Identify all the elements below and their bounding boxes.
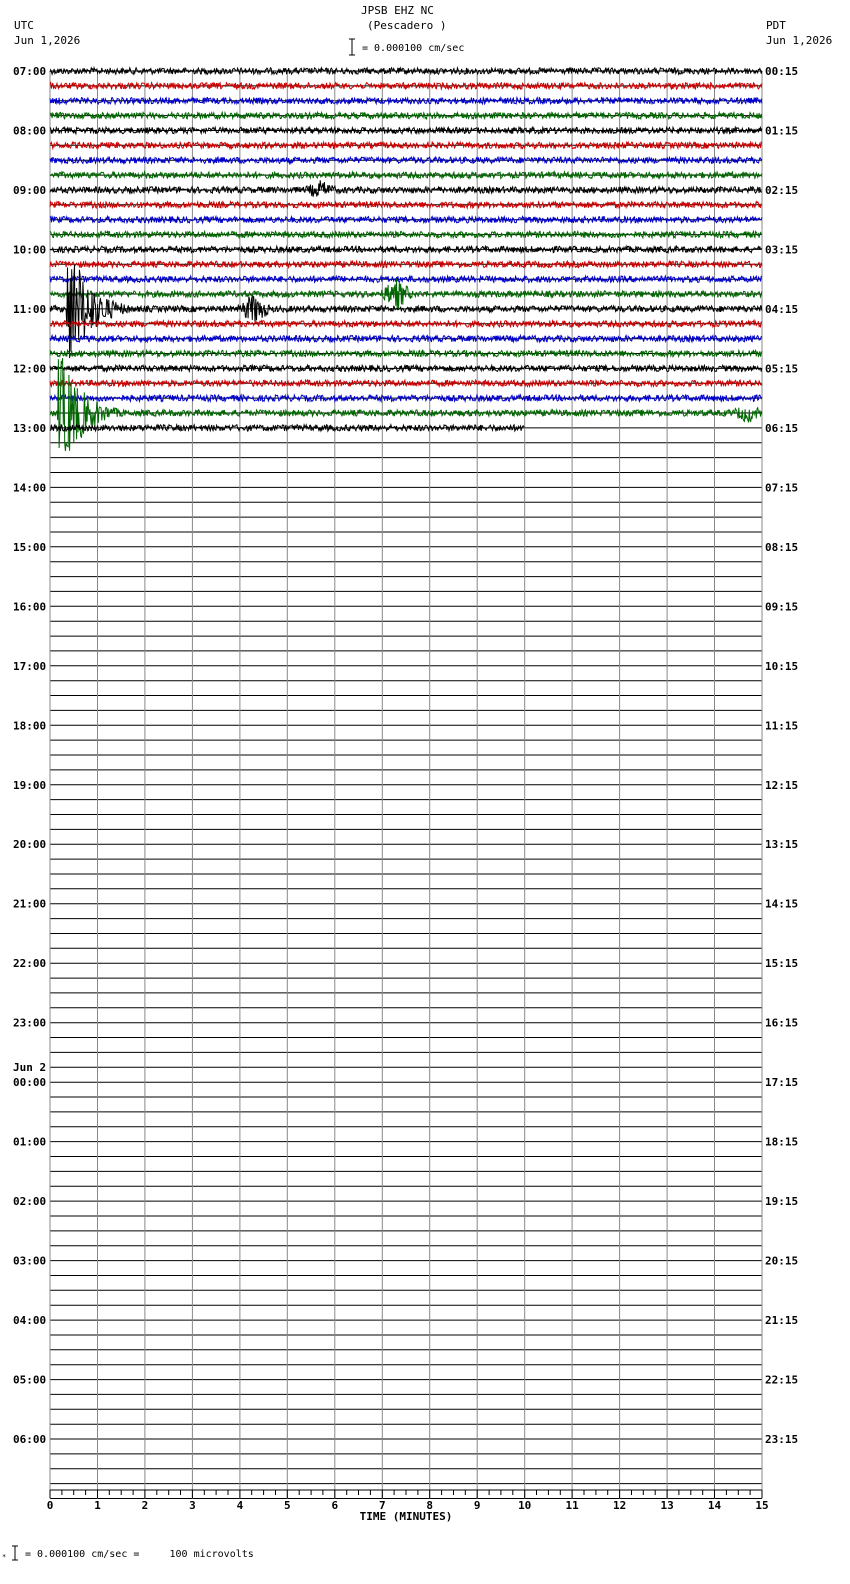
utc-hour-label: 21:00	[13, 897, 47, 911]
pdt-hour-label: 22:15	[765, 1373, 799, 1387]
utc-hour-label: 01:00	[13, 1135, 47, 1149]
station-title: JPSB EHZ NC	[361, 4, 434, 17]
utc-hour-label: 09:00	[13, 184, 47, 197]
right-timezone: PDT	[766, 19, 786, 32]
right-date: Jun 1,2026	[766, 34, 833, 47]
seismic-trace	[50, 261, 762, 267]
seismic-trace	[50, 127, 762, 133]
x-tick-label: 13	[660, 1499, 674, 1512]
x-tick-label: 1	[94, 1499, 101, 1512]
x-tick-label: 7	[378, 1499, 386, 1512]
utc-hour-label: 00:00	[13, 1076, 47, 1090]
utc-hour-label: 18:00	[13, 719, 47, 733]
utc-hour-label: 05:00	[13, 1373, 47, 1387]
seismic-traces	[50, 68, 762, 451]
footer-scale-note: = 0.000100 cm/sec = 100 microvolts	[25, 1549, 254, 1560]
utc-hour-label: 06:00	[13, 1433, 47, 1446]
scale-label: = 0.000100 cm/sec	[362, 43, 465, 54]
pdt-hour-label: 09:15	[765, 600, 799, 614]
x-tick-label: 8	[426, 1499, 434, 1512]
pdt-hour-label: 02:15	[765, 184, 799, 197]
svg-text:*: *	[2, 1553, 7, 1561]
x-tick-label: 6	[331, 1499, 339, 1512]
pdt-hour-label: 10:15	[765, 659, 799, 673]
x-axis	[47, 1490, 769, 1523]
utc-hour-label: 03:00	[13, 1254, 47, 1268]
pdt-hour-label: 00:15	[765, 65, 799, 78]
x-tick-label: 14	[707, 1499, 722, 1512]
seismic-trace	[50, 157, 762, 163]
left-timezone: UTC	[14, 19, 34, 32]
pdt-hour-label: 05:15	[765, 362, 799, 376]
utc-hour-label: 07:00	[13, 65, 47, 78]
x-axis-title: TIME (MINUTES)	[359, 1510, 453, 1523]
plot-grid	[50, 71, 762, 1499]
x-tick-label: 12	[612, 1499, 627, 1512]
utc-hour-label: 17:00	[13, 659, 47, 673]
utc-hour-label: 04:00	[13, 1314, 47, 1328]
utc-hour-label: 20:00	[13, 838, 47, 852]
station-location: (Pescadero )	[367, 19, 447, 32]
utc-hour-label: 15:00	[13, 540, 47, 554]
pdt-hour-label: 23:15	[765, 1433, 799, 1446]
x-tick-label: 15	[755, 1499, 769, 1512]
pdt-hour-label: 21:15	[765, 1314, 799, 1328]
seismic-trace	[50, 180, 762, 196]
pdt-hour-label: 18:15	[765, 1135, 799, 1149]
x-tick-label: 5	[283, 1499, 291, 1512]
pdt-hour-label: 06:15	[765, 421, 799, 435]
x-tick-label: 2	[141, 1499, 149, 1512]
seismic-trace	[50, 358, 762, 451]
pdt-hour-label: 12:15	[765, 778, 799, 792]
pdt-hour-label: 03:15	[765, 243, 799, 257]
pdt-hour-label: 04:15	[765, 302, 799, 316]
left-date: Jun 1,2026	[14, 34, 81, 47]
utc-hour-label: 16:00	[13, 600, 47, 614]
x-tick-label: 3	[189, 1499, 196, 1512]
utc-hour-label: 12:00	[13, 362, 47, 376]
x-tick-label: 4	[236, 1499, 244, 1512]
seismic-trace	[50, 68, 762, 74]
pdt-hour-label: 20:15	[765, 1254, 799, 1268]
pdt-hour-label: 01:15	[765, 124, 799, 138]
utc-hour-label: 22:00	[13, 957, 47, 971]
utc-hour-label: 11:00	[13, 302, 47, 316]
x-tick-label: 10	[518, 1499, 532, 1512]
pdt-hour-label: 08:15	[765, 540, 799, 554]
utc-hour-label: 13:00	[13, 421, 47, 435]
pdt-hour-label: 15:15	[765, 957, 799, 971]
utc-hour-label: 02:00	[13, 1195, 47, 1209]
date-change-label: Jun 2	[13, 1061, 47, 1075]
utc-hour-label: 23:00	[13, 1016, 47, 1030]
x-tick-label: 11	[565, 1499, 579, 1512]
pdt-hour-label: 17:15	[765, 1076, 799, 1090]
seismic-trace	[50, 278, 762, 310]
pdt-hour-label: 14:15	[765, 897, 799, 911]
utc-hour-label: 14:00	[13, 481, 47, 495]
utc-hour-label: 10:00	[13, 243, 47, 257]
pdt-hour-label: 11:15	[765, 719, 799, 733]
x-tick-label: 9	[473, 1499, 481, 1512]
x-tick-label: 0	[46, 1499, 54, 1512]
seismic-trace	[50, 365, 762, 371]
pdt-hour-label: 13:15	[765, 838, 799, 852]
pdt-hour-label: 19:15	[765, 1195, 799, 1209]
utc-hour-label: 08:00	[13, 124, 47, 138]
utc-hour-label: 19:00	[13, 778, 47, 792]
pdt-hour-label: 16:15	[765, 1016, 799, 1030]
pdt-hour-label: 07:15	[765, 481, 799, 495]
seismic-trace	[50, 98, 762, 104]
